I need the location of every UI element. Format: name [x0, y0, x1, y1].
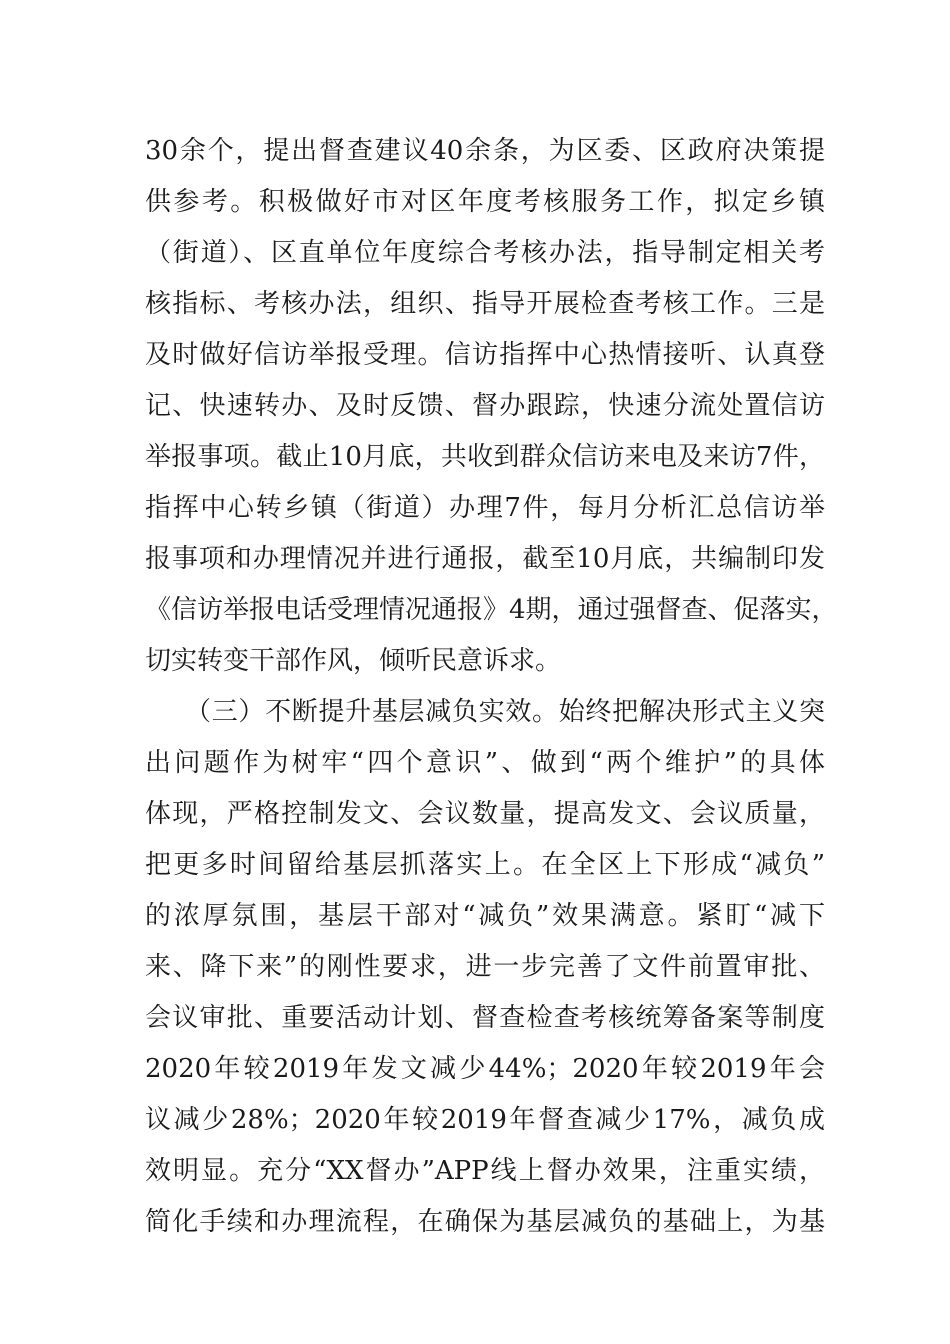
text-line: 简化手续和办理流程，在确保为基层减负的基础上，为基 — [145, 1207, 825, 1237]
text-line: 效明显。充分“XX督办”APP线上督办效果，注重实绩， — [145, 1156, 825, 1186]
text-line: 报事项和办理情况并进行通报，截至10月底，共编制印发 — [145, 544, 825, 574]
text-line: 2020年较2019年发文减少44%；2020年较2019年会 — [145, 1054, 825, 1084]
text-line: 举报事项。截止10月底，共收到群众信访来电及来访7件， — [145, 442, 825, 472]
text-line: 出问题作为树牢“四个意识”、做到“两个维护”的具体 — [145, 748, 825, 778]
text-line: 体现，严格控制发文、会议数量，提高发文、会议质量， — [145, 799, 825, 829]
text-line: 及时做好信访举报受理。信访指挥中心热情接听、认真登 — [145, 340, 825, 370]
text-line: 核指标、考核办法，组织、指导开展检查考核工作。三是 — [145, 289, 825, 319]
text-line: 指挥中心转乡镇（街道）办理7件，每月分析汇总信访举 — [145, 493, 825, 523]
text-line: 供参考。积极做好市对区年度考核服务工作，拟定乡镇 — [145, 187, 825, 217]
text-line: 会议审批、重要活动计划、督查检查考核统筹备案等制度 — [145, 1003, 825, 1033]
text-line: 《信访举报电话受理情况通报》4期，通过强督查、促落实， — [145, 595, 838, 625]
text-line: 来、降下来”的刚性要求，进一步完善了文件前置审批、 — [145, 952, 825, 982]
text-line: 的浓厚氛围，基层干部对“减负”效果满意。紧盯“减下 — [145, 901, 825, 931]
text-line: 30余个，提出督查建议40余条，为区委、区政府决策提 — [145, 136, 825, 166]
text-line: 把更多时间留给基层抓落实上。在全区上下形成“减负” — [145, 850, 825, 880]
text-line: 切实转变干部作风，倾听民意诉求。 — [145, 646, 562, 676]
text-line: （街道）、区直单位年度综合考核办法，指导制定相关考 — [145, 238, 825, 268]
text-line: 议减少28%；2020年较2019年督查减少17%，减负成 — [145, 1105, 825, 1135]
section-heading-line: （三）不断提升基层减负实效。始终把解决形式主义突 — [185, 697, 825, 727]
text-line: 记、快速转办、及时反馈、督办跟踪，快速分流处置信访 — [145, 391, 825, 421]
